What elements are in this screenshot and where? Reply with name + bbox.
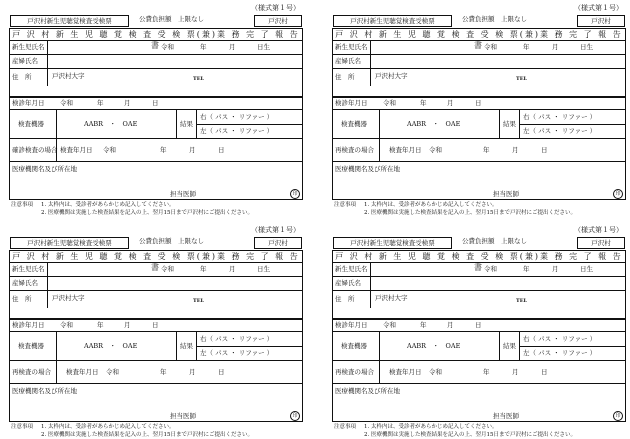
applicant-section — [332, 250, 626, 319]
institution-label: 医療機関名及び所在地 — [12, 165, 77, 173]
newborn-name-label: 新生児氏名 — [10, 263, 48, 276]
exam-date-label: 検査年月日 — [389, 146, 422, 154]
checkup-date-row: 検診年月日 令和 年 月 日 — [10, 98, 302, 110]
address-label: 住 所 — [10, 291, 48, 308]
right-result: 右（ パス ・ リファー ） — [523, 335, 597, 343]
report-form-2 — [331, 4, 627, 216]
equipment-value: AABR ・ OAE — [407, 120, 461, 128]
notes-label: 注意事項 — [334, 202, 357, 208]
address-row — [333, 291, 625, 308]
applicant-section — [9, 250, 303, 319]
checkup-date-label: 検診年月日 — [335, 321, 368, 329]
address-row — [10, 69, 302, 86]
checkup-date-label: 検診年月日 — [335, 99, 368, 107]
mother-name-label: 産婦氏名 — [10, 277, 48, 290]
form-title: 戸 沢 村 新 生 児 聴 覚 検 査 受 検 票(兼)業 務 完 了 報 告 書 — [333, 29, 625, 41]
newborn-row: 新生児氏名 令和 年 月 日生 — [10, 263, 302, 277]
institution-label: 医療機関名及び所在地 — [335, 387, 400, 395]
applicant-section — [9, 28, 303, 97]
newborn-name-label: 新生児氏名 — [10, 41, 48, 54]
result-label: 結果 — [180, 120, 193, 128]
equipment-row — [333, 110, 625, 139]
address-label: 住 所 — [333, 69, 371, 86]
report-form-3 — [8, 226, 304, 438]
form-header — [8, 4, 304, 28]
birth-era: 令和 — [484, 43, 497, 51]
municipality-label: 戸沢村 — [254, 15, 302, 27]
left-result: 左（ パス ・ リファー ） — [523, 127, 597, 135]
burden-label: 公費負担額 上限なし — [462, 237, 527, 245]
address-value: 戸沢村大字 — [52, 294, 85, 302]
mother-name-label: 産婦氏名 — [333, 55, 371, 68]
seal-mark: 印 — [290, 411, 300, 421]
recheck-label: 確診検査の場合 — [12, 146, 58, 154]
address-label: 住 所 — [10, 69, 48, 86]
tel-label: TEL — [193, 298, 205, 304]
seal-mark: 印 — [290, 189, 300, 199]
recheck-row: 確診検査の場合 検査年月日 令和 年 月 日 — [10, 139, 302, 162]
form-header — [331, 226, 627, 250]
left-result: 左（ パス ・ リファー ） — [200, 349, 274, 357]
burden-label: 公費負担額 上限なし — [139, 237, 204, 245]
institution-row — [10, 162, 302, 202]
newborn-name-label: 新生児氏名 — [333, 263, 371, 276]
institution-row — [10, 384, 302, 424]
result-label: 結果 — [503, 342, 516, 350]
seal-mark: 印 — [613, 411, 623, 421]
tel-label: TEL — [516, 76, 528, 82]
notes-label: 注意事項 — [334, 424, 357, 430]
applicant-section — [332, 28, 626, 97]
doctor-label: 担当医師 — [170, 412, 196, 420]
address-row — [10, 291, 302, 308]
address-row — [333, 69, 625, 86]
tel-label: TEL — [516, 298, 528, 304]
checkup-date-row: 検診年月日 令和 年 月 日 — [333, 320, 625, 332]
right-result: 右（ パス ・ リファー ） — [200, 335, 274, 343]
institution-row — [333, 384, 625, 424]
exam-date-label: 検査年月日 — [389, 368, 422, 376]
note-2: 2. 医療機関は実施した検査結果を記入の上、翌月15日まで戸沢村にご提出ください。 — [364, 210, 576, 216]
institution-row — [333, 162, 625, 202]
newborn-row: 新生児氏名 令和 年 月 日生 — [333, 41, 625, 55]
form-header — [8, 226, 304, 250]
checkup-date-row: 検診年月日 令和 年 月 日 — [333, 98, 625, 110]
equipment-label: 検査機器 — [18, 120, 44, 128]
recheck-row: 再検査の場合 検査年月日 令和 年 月 日 — [10, 361, 302, 384]
tel-label: TEL — [193, 76, 205, 82]
checkup-date-label: 検診年月日 — [12, 321, 45, 329]
equipment-label: 検査機器 — [18, 342, 44, 350]
doctor-label: 担当医師 — [170, 190, 196, 198]
institution-label: 医療機関名及び所在地 — [335, 165, 400, 173]
ticket-label: 戸沢村新生児聴覚検査受検票 — [333, 15, 452, 27]
style-number: （様式第１号） — [251, 4, 300, 12]
equipment-row — [333, 332, 625, 361]
birth-era: 令和 — [161, 43, 174, 51]
birth-era: 令和 — [161, 265, 174, 273]
note-1: 1. 太枠内は、受診者があらかじめ記入してください。 — [364, 202, 498, 208]
left-result: 左（ パス ・ リファー ） — [523, 349, 597, 357]
doctor-label: 担当医師 — [493, 190, 519, 198]
birth-era: 令和 — [484, 265, 497, 273]
mother-name-label: 産婦氏名 — [333, 277, 371, 290]
equipment-label: 検査機器 — [341, 342, 367, 350]
form-header — [331, 4, 627, 28]
left-result: 左（ パス ・ リファー ） — [200, 127, 274, 135]
exam-section — [332, 319, 626, 422]
address-label: 住 所 — [333, 291, 371, 308]
style-number: （様式第１号） — [574, 226, 623, 234]
exam-date-label: 検査年月日 — [66, 368, 99, 376]
mother-row — [10, 277, 302, 291]
mother-row — [333, 55, 625, 69]
address-value: 戸沢村大字 — [375, 72, 408, 80]
result-label: 結果 — [503, 120, 516, 128]
report-form-4 — [331, 226, 627, 438]
checkup-date-label: 検診年月日 — [12, 99, 45, 107]
equipment-label: 検査機器 — [341, 120, 367, 128]
result-label: 結果 — [180, 342, 193, 350]
recheck-row: 再検査の場合 検査年月日 令和 年 月 日 — [333, 139, 625, 162]
burden-label: 公費負担額 上限なし — [462, 15, 527, 23]
style-number: （様式第１号） — [574, 4, 623, 12]
newborn-name-label: 新生児氏名 — [333, 41, 371, 54]
notes-label: 注意事項 — [11, 202, 34, 208]
newborn-row: 新生児氏名 令和 年 月 日生 — [333, 263, 625, 277]
note-2: 2. 医療機関は実施した検査結果を記入の上、翌月15日まで戸沢村にご提出ください。 — [41, 432, 253, 438]
style-number: （様式第１号） — [251, 226, 300, 234]
mother-name-label: 産婦氏名 — [10, 55, 48, 68]
ticket-label: 戸沢村新生児聴覚検査受検票 — [10, 237, 129, 249]
mother-row — [333, 277, 625, 291]
municipality-label: 戸沢村 — [577, 15, 625, 27]
exam-section — [9, 319, 303, 422]
burden-label: 公費負担額 上限なし — [139, 15, 204, 23]
municipality-label: 戸沢村 — [254, 237, 302, 249]
exam-section — [332, 97, 626, 200]
address-value: 戸沢村大字 — [375, 294, 408, 302]
report-form-1 — [8, 4, 304, 216]
checkup-date-row: 検診年月日 令和 年 月 日 — [10, 320, 302, 332]
note-2: 2. 医療機関は実施した検査結果を記入の上、翌月15日まで戸沢村にご提出ください。 — [364, 432, 576, 438]
equipment-value: AABR ・ OAE — [84, 342, 138, 350]
institution-label: 医療機関名及び所在地 — [12, 387, 77, 395]
equipment-row — [10, 110, 302, 139]
municipality-label: 戸沢村 — [577, 237, 625, 249]
note-1: 1. 太枠内は、受診者があらかじめ記入してください。 — [41, 424, 175, 430]
ticket-label: 戸沢村新生児聴覚検査受検票 — [10, 15, 129, 27]
note-2: 2. 医療機関は実施した検査結果を記入の上、翌月15日まで戸沢村にご提出ください。 — [41, 210, 253, 216]
recheck-label: 再検査の場合 — [335, 146, 374, 154]
ticket-label: 戸沢村新生児聴覚検査受検票 — [333, 237, 452, 249]
exam-date-label: 検査年月日 — [60, 146, 93, 154]
equipment-value: AABR ・ OAE — [407, 342, 461, 350]
recheck-label: 再検査の場合 — [335, 368, 374, 376]
note-1: 1. 太枠内は、受診者があらかじめ記入してください。 — [41, 202, 175, 208]
exam-section — [9, 97, 303, 200]
form-title: 戸 沢 村 新 生 児 聴 覚 検 査 受 検 票(兼)業 務 完 了 報 告 書 — [10, 29, 302, 41]
equipment-row — [10, 332, 302, 361]
doctor-label: 担当医師 — [493, 412, 519, 420]
recheck-label: 再検査の場合 — [12, 368, 51, 376]
right-result: 右（ パス ・ リファー ） — [200, 113, 274, 121]
address-value: 戸沢村大字 — [52, 72, 85, 80]
note-1: 1. 太枠内は、受診者があらかじめ記入してください。 — [364, 424, 498, 430]
right-result: 右（ パス ・ リファー ） — [523, 113, 597, 121]
notes-label: 注意事項 — [11, 424, 34, 430]
newborn-row: 新生児氏名 令和 年 月 日生 — [10, 41, 302, 55]
recheck-row: 再検査の場合 検査年月日 令和 年 月 日 — [333, 361, 625, 384]
form-title: 戸 沢 村 新 生 児 聴 覚 検 査 受 検 票(兼)業 務 完 了 報 告 書 — [10, 251, 302, 263]
seal-mark: 印 — [613, 189, 623, 199]
equipment-value: AABR ・ OAE — [84, 120, 138, 128]
mother-row — [10, 55, 302, 69]
form-title: 戸 沢 村 新 生 児 聴 覚 検 査 受 検 票(兼)業 務 完 了 報 告 書 — [333, 251, 625, 263]
